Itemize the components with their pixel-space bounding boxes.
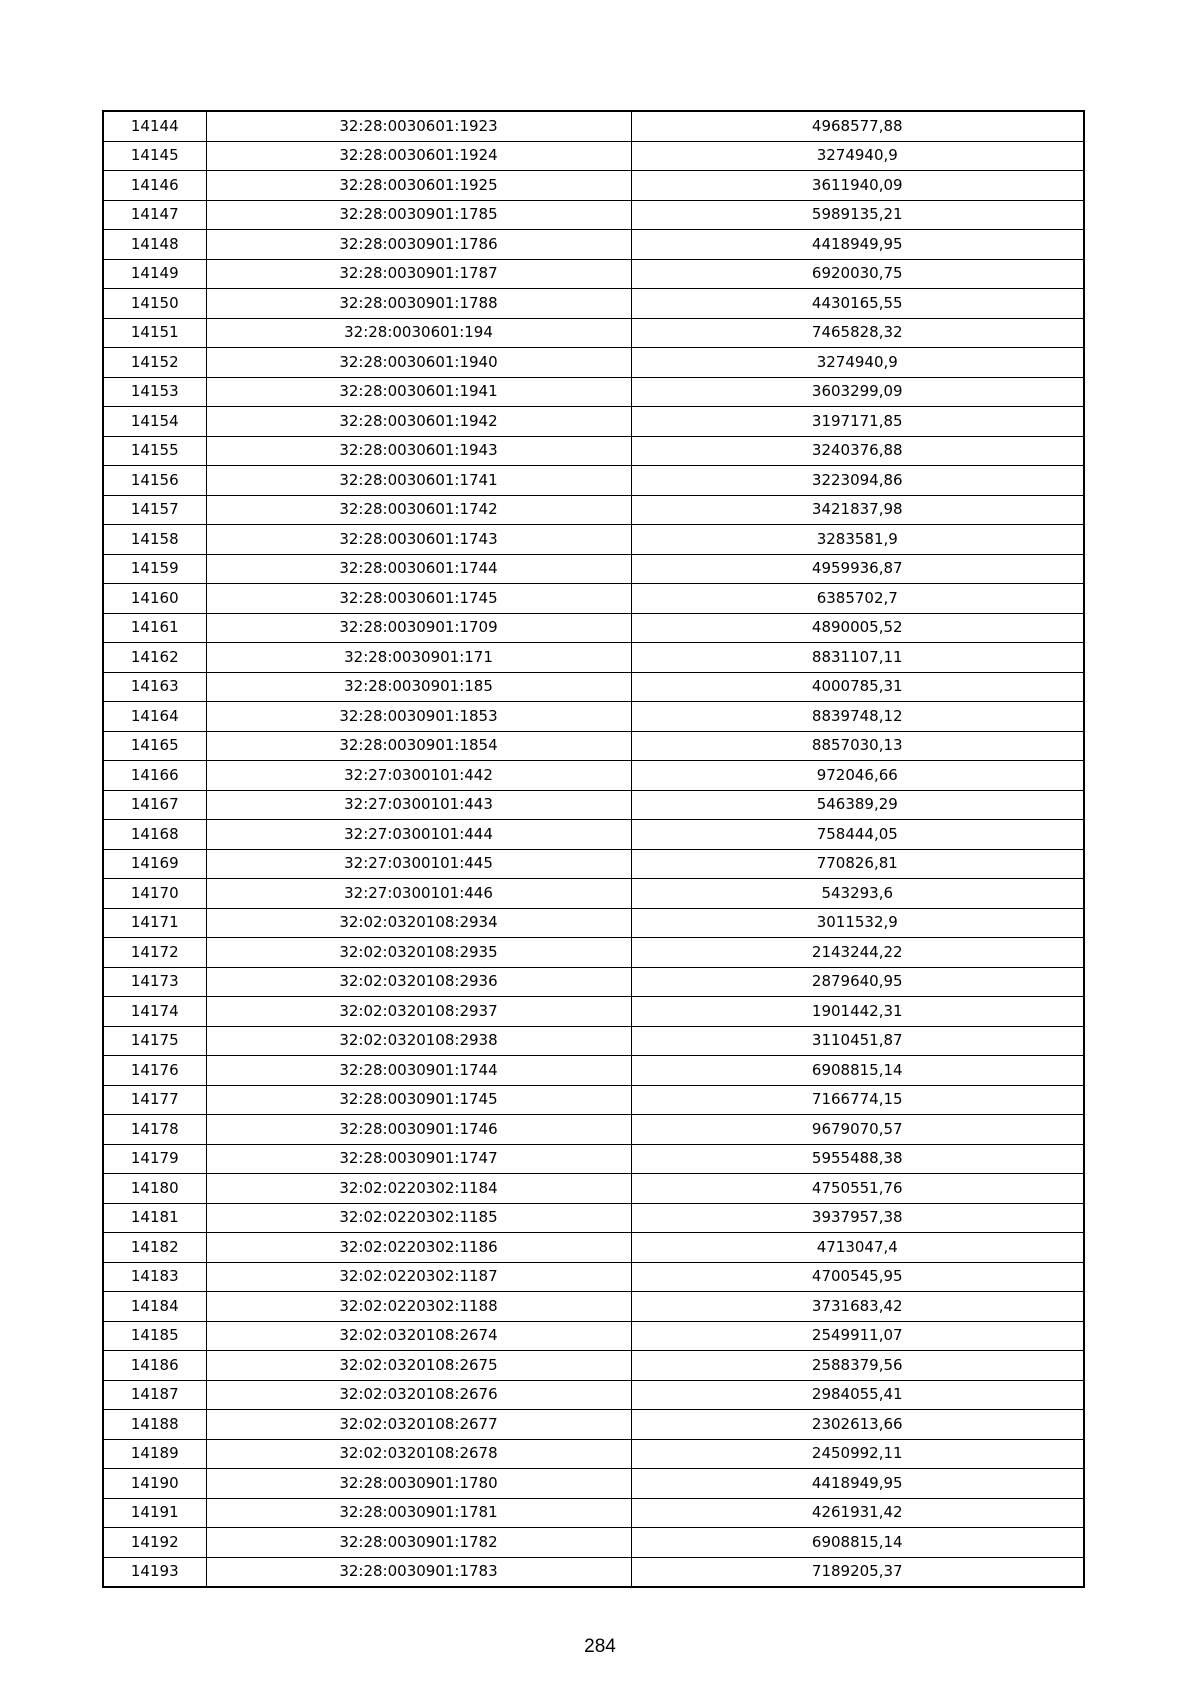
row-number-cell: 14144: [103, 111, 206, 141]
table-row: [103, 200, 1084, 230]
cadastral-number-cell: 32:28:0030901:1788: [206, 289, 631, 319]
row-number-cell: 14147: [103, 200, 206, 230]
cadastral-number-cell: 32:28:0030601:1923: [206, 111, 631, 141]
table-row: [103, 525, 1084, 555]
value-cell: 6908815,14: [631, 1528, 1084, 1558]
cadastral-number-cell: 32:28:0030901:1747: [206, 1144, 631, 1174]
table-row: [103, 1469, 1084, 1499]
value-cell: 6908815,14: [631, 1056, 1084, 1086]
value-cell: 4959936,87: [631, 554, 1084, 584]
cadastral-number-cell: 32:28:0030901:171: [206, 643, 631, 673]
value-cell: 4430165,55: [631, 289, 1084, 319]
row-number-cell: 14187: [103, 1380, 206, 1410]
cadastral-number-cell: 32:28:0030601:1743: [206, 525, 631, 555]
table-row: [103, 495, 1084, 525]
row-number-cell: 14162: [103, 643, 206, 673]
cadastral-number-cell: 32:28:0030901:185: [206, 672, 631, 702]
page-number: 284: [584, 1636, 616, 1657]
cadastral-number-cell: 32:02:0220302:1186: [206, 1233, 631, 1263]
table-row: [103, 1203, 1084, 1233]
cadastral-number-cell: 32:28:0030601:1741: [206, 466, 631, 496]
table-row: [103, 1115, 1084, 1145]
value-cell: 2302613,66: [631, 1410, 1084, 1440]
value-cell: 4713047,4: [631, 1233, 1084, 1263]
cadastral-number-cell: 32:28:0030901:1709: [206, 613, 631, 643]
table-row: [103, 407, 1084, 437]
row-number-cell: 14178: [103, 1115, 206, 1145]
value-cell: 4261931,42: [631, 1498, 1084, 1528]
row-number-cell: 14148: [103, 230, 206, 260]
table-row: [103, 318, 1084, 348]
row-number-cell: 14176: [103, 1056, 206, 1086]
table-row: [103, 731, 1084, 761]
value-cell: 7189205,37: [631, 1557, 1084, 1587]
table-row: [103, 820, 1084, 850]
row-number-cell: 14186: [103, 1351, 206, 1381]
row-number-cell: 14175: [103, 1026, 206, 1056]
value-cell: 6385702,7: [631, 584, 1084, 614]
value-cell: 3274940,9: [631, 348, 1084, 378]
row-number-cell: 14154: [103, 407, 206, 437]
value-cell: 3283581,9: [631, 525, 1084, 555]
table-row: [103, 289, 1084, 319]
value-cell: 972046,66: [631, 761, 1084, 791]
row-number-cell: 14173: [103, 967, 206, 997]
table-row: [103, 613, 1084, 643]
cadastral-number-cell: 32:27:0300101:443: [206, 790, 631, 820]
value-cell: 3603299,09: [631, 377, 1084, 407]
row-number-cell: 14156: [103, 466, 206, 496]
table-row: [103, 554, 1084, 584]
table-row: [103, 997, 1084, 1027]
cadastral-number-cell: 32:27:0300101:446: [206, 879, 631, 909]
table-row: [103, 1380, 1084, 1410]
table-row: [103, 1528, 1084, 1558]
table-row: [103, 348, 1084, 378]
row-number-cell: 14169: [103, 849, 206, 879]
cadastral-number-cell: 32:27:0300101:442: [206, 761, 631, 791]
cadastral-number-cell: 32:28:0030601:1943: [206, 436, 631, 466]
cadastral-number-cell: 32:28:0030601:1941: [206, 377, 631, 407]
value-cell: 2588379,56: [631, 1351, 1084, 1381]
row-number-cell: 14151: [103, 318, 206, 348]
table-row: [103, 702, 1084, 732]
value-cell: 5955488,38: [631, 1144, 1084, 1174]
value-cell: 2879640,95: [631, 967, 1084, 997]
table-row: [103, 967, 1084, 997]
cadastral-number-cell: 32:02:0220302:1187: [206, 1262, 631, 1292]
row-number-cell: 14179: [103, 1144, 206, 1174]
table-row: [103, 111, 1084, 141]
cadastral-number-cell: 32:28:0030901:1853: [206, 702, 631, 732]
table-row: [103, 938, 1084, 968]
value-cell: 6920030,75: [631, 259, 1084, 289]
cadastral-number-cell: 32:28:0030901:1746: [206, 1115, 631, 1145]
value-cell: 4700545,95: [631, 1262, 1084, 1292]
value-cell: 4890005,52: [631, 613, 1084, 643]
cadastral-number-cell: 32:02:0320108:2675: [206, 1351, 631, 1381]
table-row: [103, 436, 1084, 466]
value-cell: 2549911,07: [631, 1321, 1084, 1351]
value-cell: 4968577,88: [631, 111, 1084, 141]
cadastral-number-cell: 32:28:0030901:1786: [206, 230, 631, 260]
row-number-cell: 14171: [103, 908, 206, 938]
row-number-cell: 14180: [103, 1174, 206, 1204]
row-number-cell: 14190: [103, 1469, 206, 1499]
row-number-cell: 14189: [103, 1439, 206, 1469]
value-cell: 543293,6: [631, 879, 1084, 909]
cadastral-number-cell: 32:28:0030901:1782: [206, 1528, 631, 1558]
value-cell: 3421837,98: [631, 495, 1084, 525]
table-row: [103, 584, 1084, 614]
table-row: [103, 879, 1084, 909]
cadastral-number-cell: 32:28:0030901:1745: [206, 1085, 631, 1115]
row-number-cell: 14174: [103, 997, 206, 1027]
value-cell: 4418949,95: [631, 230, 1084, 260]
row-number-cell: 14166: [103, 761, 206, 791]
value-cell: 3611940,09: [631, 171, 1084, 201]
value-cell: 770826,81: [631, 849, 1084, 879]
row-number-cell: 14193: [103, 1557, 206, 1587]
table-row: [103, 141, 1084, 171]
cadastral-number-cell: 32:02:0320108:2938: [206, 1026, 631, 1056]
value-cell: 2450992,11: [631, 1439, 1084, 1469]
table-row: [103, 849, 1084, 879]
row-number-cell: 14182: [103, 1233, 206, 1263]
cadastral-value-table: [102, 110, 1085, 1588]
row-number-cell: 14191: [103, 1498, 206, 1528]
row-number-cell: 14155: [103, 436, 206, 466]
cadastral-number-cell: 32:28:0030601:194: [206, 318, 631, 348]
value-cell: 3731683,42: [631, 1292, 1084, 1322]
row-number-cell: 14161: [103, 613, 206, 643]
cadastral-number-cell: 32:28:0030901:1783: [206, 1557, 631, 1587]
table-row: [103, 908, 1084, 938]
row-number-cell: 14165: [103, 731, 206, 761]
cadastral-number-cell: 32:28:0030601:1745: [206, 584, 631, 614]
row-number-cell: 14188: [103, 1410, 206, 1440]
value-cell: 9679070,57: [631, 1115, 1084, 1145]
cadastral-number-cell: 32:28:0030901:1785: [206, 200, 631, 230]
cadastral-number-cell: 32:28:0030601:1924: [206, 141, 631, 171]
table-row: [103, 1321, 1084, 1351]
row-number-cell: 14181: [103, 1203, 206, 1233]
table-row: [103, 1056, 1084, 1086]
table-row: [103, 790, 1084, 820]
value-cell: 4418949,95: [631, 1469, 1084, 1499]
cadastral-number-cell: 32:02:0320108:2677: [206, 1410, 631, 1440]
table-row: [103, 1439, 1084, 1469]
value-cell: 4750551,76: [631, 1174, 1084, 1204]
table-row: [103, 1557, 1084, 1587]
table-row: [103, 1233, 1084, 1263]
row-number-cell: 14152: [103, 348, 206, 378]
value-cell: 8831107,11: [631, 643, 1084, 673]
cadastral-number-cell: 32:28:0030601:1925: [206, 171, 631, 201]
table-row: [103, 1174, 1084, 1204]
value-cell: 3274940,9: [631, 141, 1084, 171]
cadastral-number-cell: 32:02:0320108:2934: [206, 908, 631, 938]
value-cell: 5989135,21: [631, 200, 1084, 230]
cadastral-number-cell: 32:28:0030901:1854: [206, 731, 631, 761]
value-cell: 3110451,87: [631, 1026, 1084, 1056]
table-row: [103, 1410, 1084, 1440]
table-row: [103, 1292, 1084, 1322]
table-row: [103, 1498, 1084, 1528]
cadastral-number-cell: 32:02:0320108:2678: [206, 1439, 631, 1469]
value-cell: 3197171,85: [631, 407, 1084, 437]
table-row: [103, 171, 1084, 201]
cadastral-number-cell: 32:02:0220302:1184: [206, 1174, 631, 1204]
cadastral-number-cell: 32:28:0030601:1940: [206, 348, 631, 378]
value-cell: 3937957,38: [631, 1203, 1084, 1233]
row-number-cell: 14149: [103, 259, 206, 289]
value-cell: 546389,29: [631, 790, 1084, 820]
value-cell: 1901442,31: [631, 997, 1084, 1027]
row-number-cell: 14167: [103, 790, 206, 820]
value-cell: 8839748,12: [631, 702, 1084, 732]
value-cell: 8857030,13: [631, 731, 1084, 761]
row-number-cell: 14184: [103, 1292, 206, 1322]
cadastral-number-cell: 32:02:0320108:2676: [206, 1380, 631, 1410]
table-row: [103, 1262, 1084, 1292]
row-number-cell: 14146: [103, 171, 206, 201]
row-number-cell: 14150: [103, 289, 206, 319]
value-cell: 3011532,9: [631, 908, 1084, 938]
cadastral-number-cell: 32:28:0030901:1781: [206, 1498, 631, 1528]
value-cell: 2984055,41: [631, 1380, 1084, 1410]
row-number-cell: 14153: [103, 377, 206, 407]
value-cell: 758444,05: [631, 820, 1084, 850]
table-row: [103, 672, 1084, 702]
row-number-cell: 14170: [103, 879, 206, 909]
table-row: [103, 761, 1084, 791]
table-row: [103, 643, 1084, 673]
cadastral-number-cell: 32:28:0030601:1744: [206, 554, 631, 584]
row-number-cell: 14183: [103, 1262, 206, 1292]
row-number-cell: 14192: [103, 1528, 206, 1558]
table-row: [103, 1026, 1084, 1056]
cadastral-number-cell: 32:02:0220302:1185: [206, 1203, 631, 1233]
row-number-cell: 14158: [103, 525, 206, 555]
table-row: [103, 466, 1084, 496]
table-row: [103, 259, 1084, 289]
value-cell: 2143244,22: [631, 938, 1084, 968]
row-number-cell: 14177: [103, 1085, 206, 1115]
cadastral-number-cell: 32:02:0320108:2674: [206, 1321, 631, 1351]
row-number-cell: 14172: [103, 938, 206, 968]
table-row: [103, 1351, 1084, 1381]
cadastral-number-cell: 32:02:0320108:2935: [206, 938, 631, 968]
cadastral-number-cell: 32:02:0320108:2937: [206, 997, 631, 1027]
row-number-cell: 14163: [103, 672, 206, 702]
table-row: [103, 1144, 1084, 1174]
table-body: [103, 111, 1084, 1587]
cadastral-number-cell: 32:02:0220302:1188: [206, 1292, 631, 1322]
cadastral-number-cell: 32:28:0030601:1742: [206, 495, 631, 525]
table-row: [103, 230, 1084, 260]
value-cell: 4000785,31: [631, 672, 1084, 702]
cadastral-number-cell: 32:27:0300101:444: [206, 820, 631, 850]
value-cell: 3240376,88: [631, 436, 1084, 466]
value-cell: 3223094,86: [631, 466, 1084, 496]
cadastral-number-cell: 32:28:0030601:1942: [206, 407, 631, 437]
value-cell: 7166774,15: [631, 1085, 1084, 1115]
cadastral-number-cell: 32:28:0030901:1787: [206, 259, 631, 289]
row-number-cell: 14159: [103, 554, 206, 584]
value-cell: 7465828,32: [631, 318, 1084, 348]
row-number-cell: 14164: [103, 702, 206, 732]
table-row: [103, 377, 1084, 407]
row-number-cell: 14168: [103, 820, 206, 850]
row-number-cell: 14157: [103, 495, 206, 525]
row-number-cell: 14185: [103, 1321, 206, 1351]
cadastral-number-cell: 32:02:0320108:2936: [206, 967, 631, 997]
cadastral-number-cell: 32:28:0030901:1780: [206, 1469, 631, 1499]
row-number-cell: 14160: [103, 584, 206, 614]
cadastral-number-cell: 32:27:0300101:445: [206, 849, 631, 879]
cadastral-number-cell: 32:28:0030901:1744: [206, 1056, 631, 1086]
row-number-cell: 14145: [103, 141, 206, 171]
table-row: [103, 1085, 1084, 1115]
